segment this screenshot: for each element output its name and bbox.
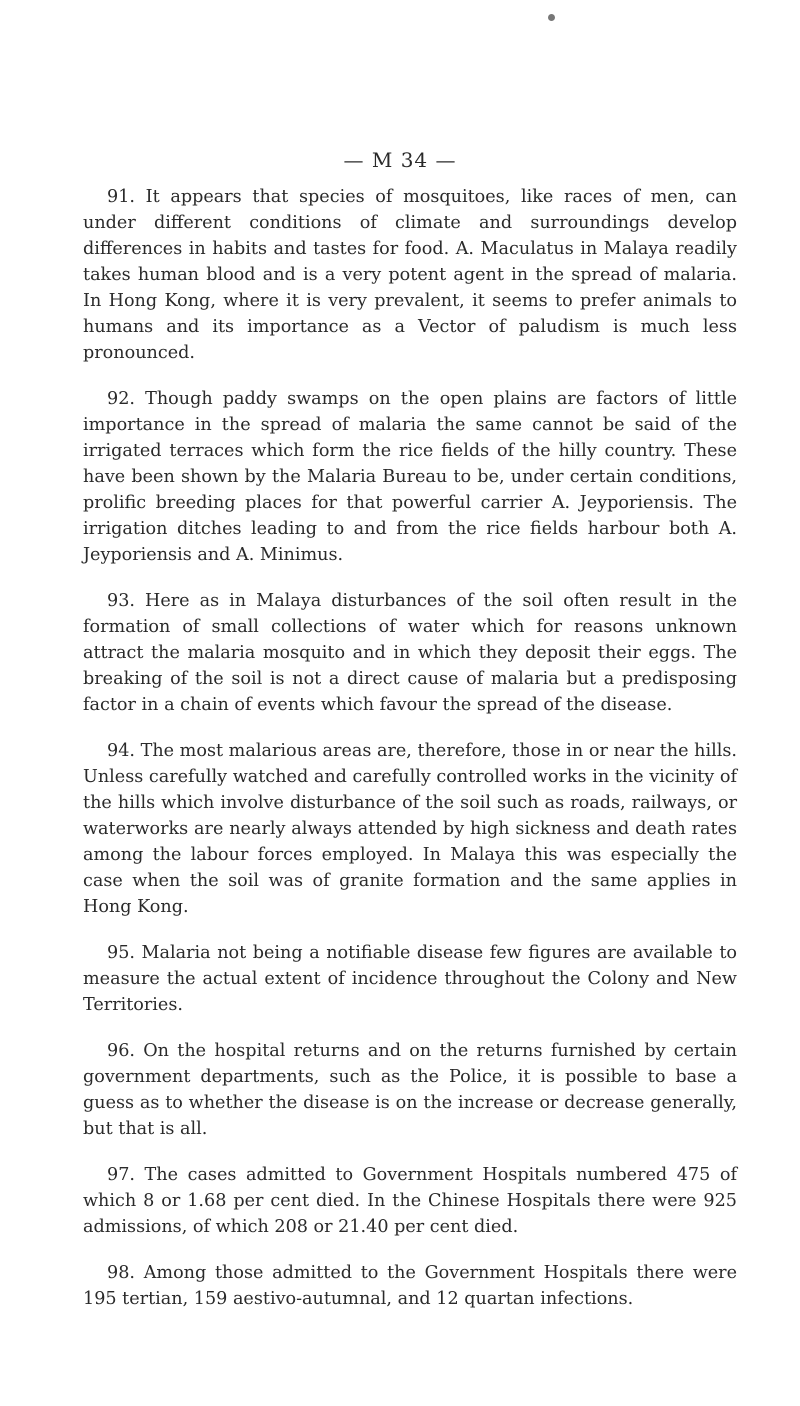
paragraph-95: 95. Malaria not being a notifiable disease few figures are available to measure the actual extent of incidence throughout the Colony and New Territories. [83, 943, 737, 1015]
paragraph-91: 91. It appears that species of mosquitoes, like races of men, can under different conditions of climate and surroundings develop differences in habits and tastes for food. A. Maculatus in Malaya readily takes human blood and is a very potent agent in the spread of malaria. In Hong Kong, where it is very prevalent, it seems to prefer animals to humans and its importance as a Vector of paludism is much less pronounced. [83, 187, 737, 363]
paragraph-96: 96. On the hospital returns and on the returns furnished by certain government departments, such as the Police, it is possible to base a guess as to whether the disease is on the increase or decrease generally, but that is all. [83, 1041, 737, 1139]
paragraph-93: 93. Here as in Malaya disturbances of the soil often result in the formation of small collections of water which for reasons unknown attract the malaria mosquito and in which they deposit their eggs. The breaking of the soil is not a direct cause of malaria but a predisposing factor in a chain of events which favour the spread of the disease. [83, 591, 737, 715]
paragraph-97: 97. The cases admitted to Government Hospitals numbered 475 of which 8 or 1.68 per cent died. In the Chinese Hospitals there were 925 admissions, of which 208 or 21.40 per cent died. [83, 1165, 737, 1237]
document-body [83, 184, 737, 1332]
ink-dot [548, 14, 555, 21]
page-number-header: — M 34 — [343, 148, 457, 172]
paragraph-98: 98. Among those admitted to the Government Hospitals there were 195 tertian, 159 aestivo-autumnal, and 12 quartan infections. [83, 1263, 737, 1309]
paragraph-94: 94. The most malarious areas are, therefore, those in or near the hills. Unless carefully watched and carefully controlled works in the vicinity of the hills which involve disturbance of the soil such as roads, railways, or waterworks are nearly always attended by high sickness and death rates among the labour forces employed. In Malaya this was especially the case when the soil was of granite formation and the same applies in Hong Kong. [83, 741, 737, 917]
paragraph-92: 92. Though paddy swamps on the open plains are factors of little importance in the spread of malaria the same cannot be said of the irrigated terraces which form the rice fields of the hilly country. These have been shown by the Malaria Bureau to be, under certain conditions, prolific breeding places for that powerful carrier A. Jeyporiensis. The irrigation ditches leading to and from the rice fields harbour both A. Jeyporiensis and A. Minimus. [83, 389, 737, 565]
